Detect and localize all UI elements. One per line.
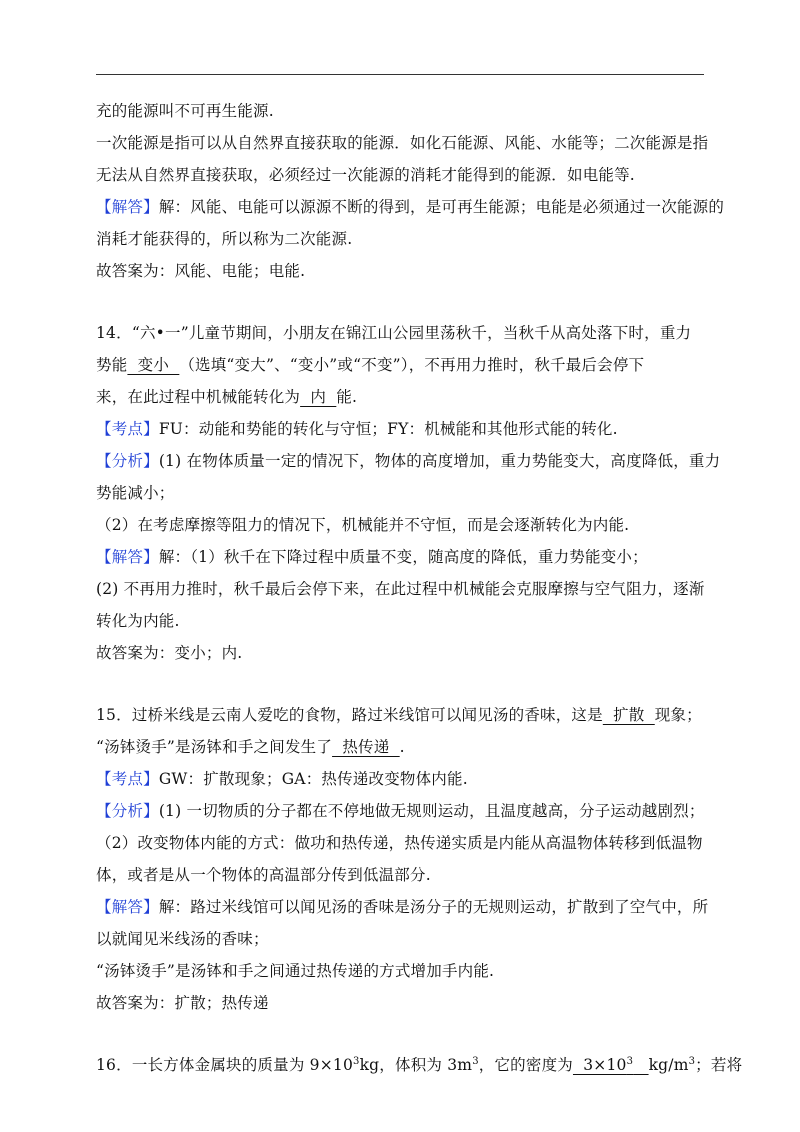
- q16-stem-line-1: [96, 1049, 743, 1081]
- q13-line-1: 充的能源叫不可再生能源.: [96, 102, 274, 120]
- q14-jieda-line-3: 转化为内能.: [96, 612, 180, 630]
- q14-kaodian-text: FU：动能和势能的转化与守恒；FY：机械能和其他形式能的转化.: [158, 420, 618, 438]
- q15-stem-line-2: [96, 731, 716, 763]
- kaodian-tag: 【考点】: [96, 770, 159, 788]
- header-rule: [96, 74, 704, 75]
- q14-fenxi-line-1: [96, 445, 721, 477]
- q14-jieda-line-1: [96, 541, 716, 573]
- q14-jieda-text: 解：（1）秋千在下降过程中质量不变，随高度的降低，重力势能变小；: [158, 548, 648, 566]
- q14-text: 来，在此过程中机械能转化为: [96, 388, 301, 406]
- q15-fenxi-line-3: 体，或者是从一个物体的高温部分传到低温部分.: [96, 866, 431, 884]
- q15-stem-line-1: [96, 699, 716, 731]
- q15-jieda-text: 解：路过米线馆可以闻见汤的香味是汤分子的无规则运动，扩散到了空气中，所: [158, 898, 709, 916]
- q15-text: 现象；: [654, 706, 702, 724]
- q15-final-answer: 故答案为：扩散；热传递: [96, 994, 269, 1012]
- q15-fenxi-text: (1) 一切物质的分子都在不停地做无规则运动，且温度越高，分子运动越剧烈；: [158, 802, 705, 820]
- q15-text: “汤钵烫手”是汤钵和手之间发生了: [96, 738, 333, 756]
- q15-blank-2: 热传递: [332, 738, 400, 756]
- q15-fenxi-line-1: [96, 795, 716, 827]
- q15-kaodian-text: GW：扩散现象；GA：热传递改变物体内能.: [158, 770, 468, 788]
- q14-stem-line-3: [96, 381, 716, 413]
- q14-kaodian: [96, 413, 716, 445]
- q13-line-3: 无法从自然界直接获取，必须经过一次能源的消耗才能得到的能源．如电能等.: [96, 166, 635, 184]
- q16-text: ，它的密度为: [478, 1056, 573, 1074]
- q14-fenxi-line-2: 势能减小；: [96, 484, 175, 502]
- q16-text: ；若将: [695, 1056, 743, 1074]
- q13-final-answer: 故答案为：风能、电能；电能.: [96, 262, 306, 280]
- q15-fenxi-line-2: （2）改变物体内能的方式：做功和热传递，热传递实质是内能从高温物体转移到低温物: [96, 834, 703, 852]
- q14-fenxi-line-3: （2）在考虑摩擦等阻力的情况下，机械能并不守恒，而是会逐渐转化为内能.: [96, 516, 630, 534]
- superscript: 3: [688, 1055, 696, 1067]
- q16-blank-pad: [633, 1056, 648, 1074]
- q14-text: （选填“变大”、“变小”或“不变”），不再用力推时，秋千最后会停下: [179, 356, 645, 374]
- q16-unit: kg/m: [648, 1056, 689, 1074]
- q16-blank: [573, 1056, 649, 1074]
- kaodian-tag: 【考点】: [96, 420, 159, 438]
- q13-answer-line-2: 消耗才能获得的，所以称为二次能源.: [96, 230, 353, 248]
- q14-fenxi-text: (1) 在物体质量一定的情况下，物体的高度增加，重力势能变大，高度降低，重力: [158, 452, 721, 470]
- q14-blank-2: 内: [300, 388, 337, 406]
- superscript: 3: [472, 1055, 479, 1067]
- q14-jieda-line-2: (2) 不再用力推时，秋千最后会停下来，在此过程中机械能会克服摩擦与空气阻力，逐渐: [96, 580, 705, 598]
- q16-text: kg，体积为 3m: [359, 1056, 473, 1074]
- fenxi-tag: 【分析】: [96, 802, 159, 820]
- q14-final-answer: 故答案为：变小；内.: [96, 644, 243, 662]
- q15-kaodian: [96, 763, 716, 795]
- q15-jieda-line-2: 以就闻见米线汤的香味；: [96, 930, 269, 948]
- answer-tag: 【解答】: [96, 198, 159, 216]
- q15-blank-1: 扩散: [602, 706, 655, 724]
- q14-text: 能.: [336, 388, 358, 406]
- q15-text: .: [399, 738, 405, 756]
- q14-stem-line-1: 14．“六•一”儿童节期间，小朋友在锦江山公园里荡秋千，当秋千从高处落下时，重力: [96, 324, 692, 342]
- answer-tag: 【解答】: [96, 548, 159, 566]
- superscript: 3: [353, 1055, 360, 1067]
- document-body: [96, 95, 743, 1081]
- q15-text: 15．过桥米线是云南人爱吃的食物，路过米线馆可以闻见汤的香味，这是: [96, 706, 603, 724]
- superscript: 3: [626, 1055, 634, 1067]
- q13-answer-text-1: 解：风能、电能可以源源不断的得到，是可再生能源；电能是必须通过一次能源的: [158, 198, 725, 216]
- q15-jieda-line-3: “汤钵烫手”是汤钵和手之间通过热传递的方式增加手内能.: [96, 962, 495, 980]
- q16-text: 16．一长方体金属块的质量为 9×10: [96, 1056, 354, 1074]
- fenxi-tag: 【分析】: [96, 452, 159, 470]
- q16-blank-value: 3×10: [572, 1056, 627, 1074]
- q15-jieda-line-1: [96, 891, 716, 923]
- q13-line-2: 一次能源是指可以从自然界直接获取的能源．如化石能源、风能、水能等；二次能源是指: [96, 134, 709, 152]
- q13-answer-line-1: [96, 191, 725, 223]
- q14-text: 势能: [96, 356, 128, 374]
- q14-stem-line-2: [96, 349, 716, 381]
- answer-tag: 【解答】: [96, 898, 159, 916]
- q14-blank-1: 变小: [127, 356, 180, 374]
